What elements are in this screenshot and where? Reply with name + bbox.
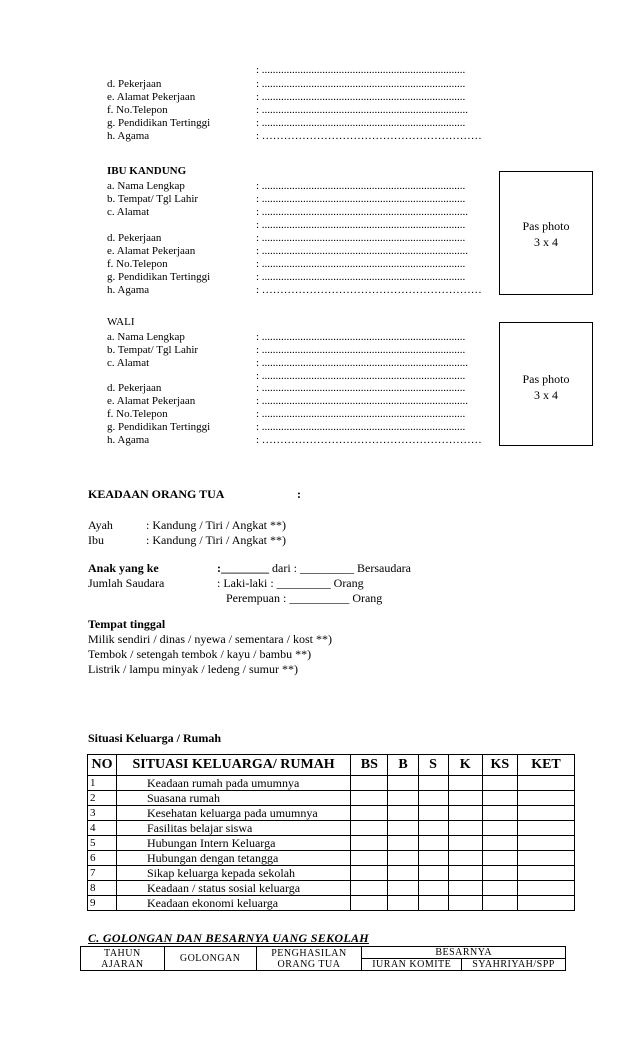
row-number: 2 xyxy=(88,791,117,806)
uang-sekolah-title: C. GOLONGAN DAN BESARNYA UANG SEKOLAH xyxy=(88,931,369,945)
rating-cell[interactable] xyxy=(388,776,418,791)
table-row xyxy=(88,896,575,911)
bersaudara-text: dari : _________ Bersaudara xyxy=(269,561,411,575)
column-header: KS xyxy=(482,755,517,776)
row-label: Suasana rumah xyxy=(117,791,351,806)
dotted-field: : .......................................................................... xyxy=(256,232,466,244)
syahriyah-header: SYAHRIYAH/SPP xyxy=(462,959,566,971)
dotted-field: : ........................................................................... xyxy=(256,206,469,218)
column-header: B xyxy=(388,755,418,776)
rating-cell[interactable] xyxy=(448,896,482,911)
rating-cell[interactable] xyxy=(351,881,388,896)
column-header: BS xyxy=(351,755,388,776)
column-header: K xyxy=(448,755,482,776)
ibu-label: Ibu xyxy=(88,533,104,547)
rating-cell[interactable] xyxy=(448,791,482,806)
rating-cell[interactable] xyxy=(482,866,517,881)
row-label: Kesehatan keluarga pada umumnya xyxy=(117,806,351,821)
rating-cell[interactable] xyxy=(418,791,448,806)
tahun-ajaran-header xyxy=(81,947,165,971)
photo-size: 3 x 4 xyxy=(534,388,558,402)
field-label: h. Agama xyxy=(107,130,150,142)
rating-cell[interactable] xyxy=(388,806,418,821)
rating-cell[interactable] xyxy=(351,791,388,806)
field-label: d. Pekerjaan xyxy=(107,382,162,394)
rating-cell[interactable] xyxy=(517,821,574,836)
uang-sekolah-table xyxy=(80,946,566,971)
tempat-option-line: Milik sendiri / dinas / nyewa / sementara / kost **) xyxy=(88,632,332,646)
keadaan-colon: : xyxy=(297,487,301,501)
row-number: 7 xyxy=(88,866,117,881)
rating-cell[interactable] xyxy=(482,836,517,851)
rating-cell[interactable] xyxy=(388,881,418,896)
rating-cell[interactable] xyxy=(448,866,482,881)
dotted-field: : .......................................................................... xyxy=(256,382,466,394)
dotted-field: : ........................................................................... xyxy=(256,395,469,407)
rating-cell[interactable] xyxy=(388,821,418,836)
rating-cell[interactable] xyxy=(482,776,517,791)
field-label: a. Nama Lengkap xyxy=(107,180,185,192)
table-row xyxy=(88,836,575,851)
rating-cell[interactable] xyxy=(418,881,448,896)
rating-cell[interactable] xyxy=(482,821,517,836)
table-row xyxy=(88,821,575,836)
field-label: g. Pendidikan Tertinggi xyxy=(107,421,211,433)
anak-ke-label: Anak yang ke xyxy=(88,561,159,575)
tempat-tinggal-title: Tempat tinggal xyxy=(88,617,166,631)
golongan-header: GOLONGAN xyxy=(164,947,256,971)
dotted-field: : .......................................................................... xyxy=(256,271,466,283)
field-label: d. Pekerjaan xyxy=(107,232,162,244)
ayah-status: : Kandung / Tiri / Angkat **) xyxy=(146,518,287,532)
rating-cell[interactable] xyxy=(351,851,388,866)
field-label: b. Tempat/ Tgl Lahir xyxy=(107,344,199,356)
row-number: 8 xyxy=(88,881,117,896)
dotted-field: : .......................................................................... xyxy=(256,91,466,103)
rating-cell[interactable] xyxy=(388,836,418,851)
rating-cell[interactable] xyxy=(388,851,418,866)
rating-cell[interactable] xyxy=(517,851,574,866)
rating-cell[interactable] xyxy=(517,791,574,806)
field-label: g. Pendidikan Tertinggi xyxy=(107,271,211,283)
table-row xyxy=(88,851,575,866)
ayah-label: Ayah xyxy=(88,518,113,532)
row-label: Hubungan Intern Keluarga xyxy=(117,836,351,851)
rating-cell[interactable] xyxy=(351,896,388,911)
rating-cell[interactable] xyxy=(448,806,482,821)
dotted-field: : .......................................................................... xyxy=(256,408,466,420)
rating-cell[interactable] xyxy=(482,896,517,911)
rating-cell[interactable] xyxy=(418,836,448,851)
rating-cell[interactable] xyxy=(517,776,574,791)
anak-ke-blank: :________ xyxy=(217,561,269,575)
rating-cell[interactable] xyxy=(418,866,448,881)
field-label: f. No.Telepon xyxy=(107,104,168,116)
dotted-field: : .......................................................................... xyxy=(256,370,466,382)
field-label: e. Alamat Pekerjaan xyxy=(107,91,196,103)
table-row xyxy=(88,776,575,791)
rating-cell[interactable] xyxy=(418,776,448,791)
row-label: Keadaan rumah pada umumnya xyxy=(117,776,351,791)
laki-laki-field: : Laki-laki : _________ Orang xyxy=(217,576,364,590)
row-number: 5 xyxy=(88,836,117,851)
dotted-field: : ........................................................................... xyxy=(256,357,469,369)
dotted-field: : …………………………………………………… xyxy=(256,130,482,142)
photo-label: Pas photo xyxy=(522,219,570,233)
rating-cell[interactable] xyxy=(482,851,517,866)
penghasilan-text: PENGHASILAN xyxy=(271,947,347,959)
rating-cell[interactable] xyxy=(418,896,448,911)
rating-cell[interactable] xyxy=(388,791,418,806)
dotted-field: : .......................................................................... xyxy=(256,193,466,205)
row-label: Hubungan dengan tetangga xyxy=(117,851,351,866)
dotted-field: : ........................................................................... xyxy=(256,104,469,116)
dotted-field: : .......................................................................... xyxy=(256,180,466,192)
field-label: c. Alamat xyxy=(107,357,150,369)
field-label: d. Pekerjaan xyxy=(107,78,162,90)
field-label: f. No.Telepon xyxy=(107,258,168,270)
row-number: 1 xyxy=(88,776,117,791)
perempuan-field: Perempuan : __________ Orang xyxy=(226,591,383,605)
keadaan-title: KEADAAN ORANG TUA xyxy=(88,487,225,501)
row-number: 6 xyxy=(88,851,117,866)
penghasilan-header xyxy=(256,947,362,971)
photo-box-wali xyxy=(499,322,593,446)
rating-cell[interactable] xyxy=(448,821,482,836)
row-label: Sikap keluarga kepada sekolah xyxy=(117,866,351,881)
dotted-field: : …………………………………………………… xyxy=(256,284,482,296)
dotted-field: : .......................................................................... xyxy=(256,258,466,270)
dotted-field: : ........................................................................... xyxy=(256,245,469,257)
rating-cell[interactable] xyxy=(482,806,517,821)
rating-cell[interactable] xyxy=(388,866,418,881)
rating-cell[interactable] xyxy=(517,836,574,851)
rating-cell[interactable] xyxy=(517,896,574,911)
dotted-field: : .......................................................................... xyxy=(256,117,466,129)
column-header: SITUASI KELUARGA/ RUMAH xyxy=(117,755,351,776)
rating-cell[interactable] xyxy=(351,836,388,851)
rating-cell[interactable] xyxy=(517,866,574,881)
table-row xyxy=(88,791,575,806)
field-label: h. Agama xyxy=(107,284,150,296)
table-row xyxy=(88,806,575,821)
anak-ke-value xyxy=(217,561,411,576)
tahun-text: TAHUN xyxy=(104,947,141,959)
field-label: h. Agama xyxy=(107,434,150,446)
rating-cell[interactable] xyxy=(418,806,448,821)
tempat-option-line: Tembok / setengah tembok / kayu / bambu **) xyxy=(88,647,312,661)
row-number: 4 xyxy=(88,821,117,836)
field-label: c. Alamat xyxy=(107,206,150,218)
row-number: 9 xyxy=(88,896,117,911)
row-label: Keadaan ekonomi keluarga xyxy=(117,896,351,911)
rating-cell[interactable] xyxy=(517,881,574,896)
besarnya-header: BESARNYA xyxy=(362,947,566,959)
rating-cell[interactable] xyxy=(388,896,418,911)
situasi-table xyxy=(87,754,575,911)
ajaran-text: AJARAN xyxy=(101,958,144,970)
dotted-field: : .......................................................................... xyxy=(256,78,466,90)
rating-cell[interactable] xyxy=(351,776,388,791)
rating-cell[interactable] xyxy=(448,851,482,866)
tempat-option-line: Listrik / lampu minyak / ledeng / sumur **) xyxy=(88,662,298,676)
rating-cell[interactable] xyxy=(418,851,448,866)
photo-size: 3 x 4 xyxy=(534,235,558,249)
jumlah-saudara-label: Jumlah Saudara xyxy=(88,576,165,590)
dotted-field: : …………………………………………………… xyxy=(256,434,482,446)
wali-title: WALI xyxy=(107,316,135,328)
rating-cell[interactable] xyxy=(482,881,517,896)
ibu-title: IBU KANDUNG xyxy=(107,165,187,177)
rating-cell[interactable] xyxy=(448,836,482,851)
field-label: f. No.Telepon xyxy=(107,408,168,420)
orang-tua-text: ORANG TUA xyxy=(277,958,341,970)
column-header: S xyxy=(418,755,448,776)
column-header: NO xyxy=(88,755,117,776)
situasi-title: Situasi Keluarga / Rumah xyxy=(88,731,222,745)
dotted-field: : .......................................................................... xyxy=(256,219,466,231)
rating-cell[interactable] xyxy=(351,821,388,836)
dotted-field: : .......................................................................... xyxy=(256,64,466,76)
field-label: e. Alamat Pekerjaan xyxy=(107,245,196,257)
photo-box-ibu xyxy=(499,171,593,295)
rating-cell[interactable] xyxy=(418,821,448,836)
ibu-status: : Kandung / Tiri / Angkat **) xyxy=(146,533,287,547)
row-label: Fasilitas belajar siswa xyxy=(117,821,351,836)
dotted-field: : .......................................................................... xyxy=(256,421,466,433)
rating-cell[interactable] xyxy=(482,791,517,806)
dotted-field: : .......................................................................... xyxy=(256,331,466,343)
row-label: Keadaan / status sosial keluarga xyxy=(117,881,351,896)
rating-cell[interactable] xyxy=(517,806,574,821)
iuran-komite-header: IURAN KOMITE xyxy=(362,959,462,971)
photo-label: Pas photo xyxy=(522,372,570,386)
field-label: a. Nama Lengkap xyxy=(107,331,185,343)
table-row xyxy=(88,881,575,896)
field-label: g. Pendidikan Tertinggi xyxy=(107,117,211,129)
column-header: KET xyxy=(517,755,574,776)
rating-cell[interactable] xyxy=(448,881,482,896)
field-label: b. Tempat/ Tgl Lahir xyxy=(107,193,199,205)
table-row xyxy=(88,866,575,881)
row-number: 3 xyxy=(88,806,117,821)
field-label: e. Alamat Pekerjaan xyxy=(107,395,196,407)
rating-cell[interactable] xyxy=(448,776,482,791)
dotted-field: : .......................................................................... xyxy=(256,344,466,356)
rating-cell[interactable] xyxy=(351,806,388,821)
rating-cell[interactable] xyxy=(351,866,388,881)
